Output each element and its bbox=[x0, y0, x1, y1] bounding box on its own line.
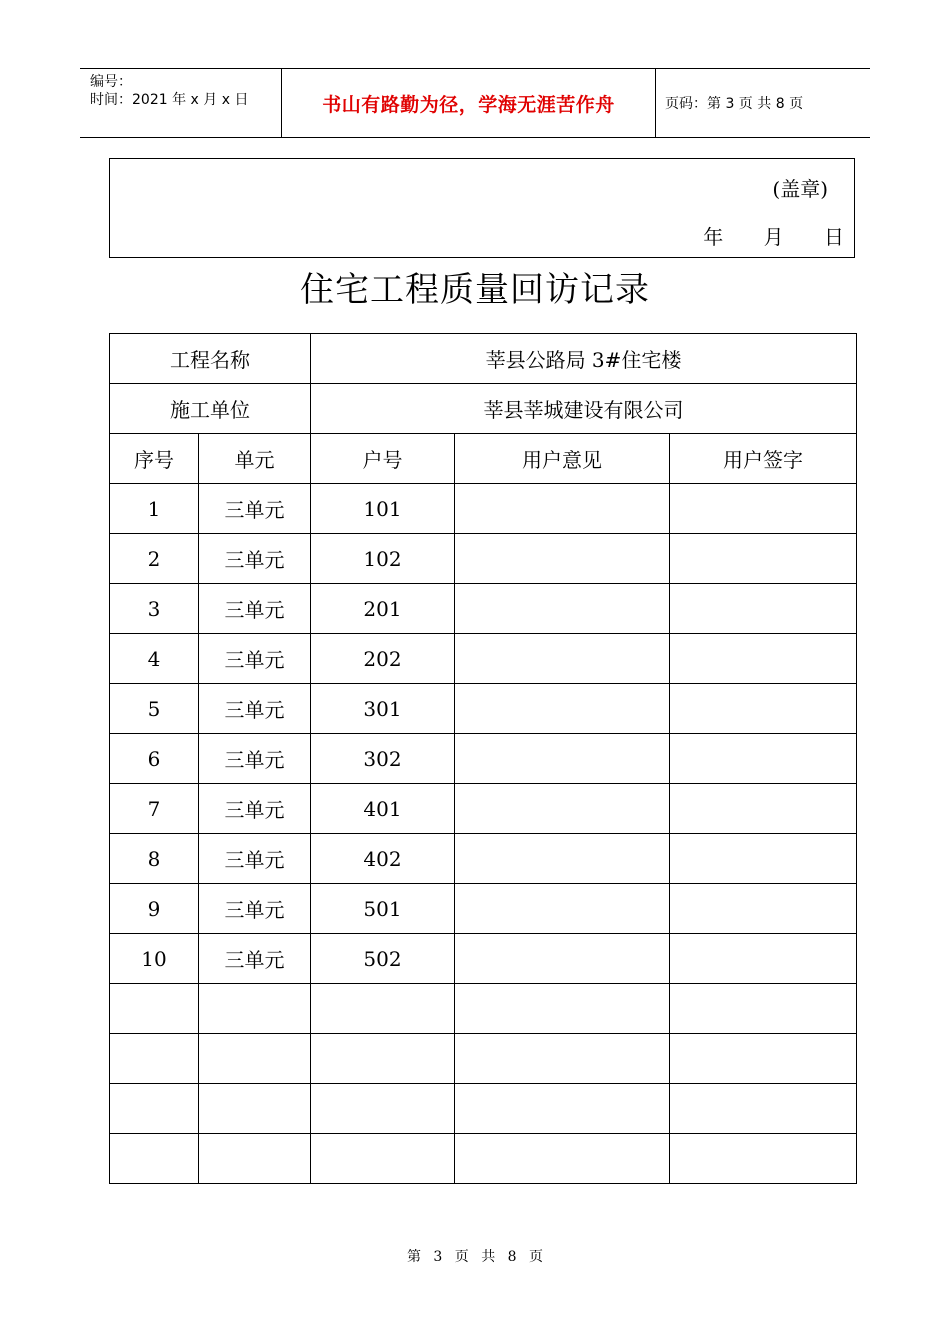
row-opinion bbox=[455, 834, 670, 884]
header-index: 序号 bbox=[110, 434, 199, 484]
row-unit: 三单元 bbox=[199, 784, 311, 834]
row-room: 202 bbox=[311, 634, 455, 684]
row-index: 5 bbox=[110, 684, 199, 734]
row-opinion bbox=[455, 584, 670, 634]
row-room bbox=[311, 1134, 455, 1184]
row-room: 102 bbox=[311, 534, 455, 584]
row-unit bbox=[199, 1134, 311, 1184]
month-label: 月 bbox=[763, 225, 784, 249]
row-room bbox=[311, 984, 455, 1034]
table-row bbox=[110, 534, 857, 584]
row-index: 10 bbox=[110, 934, 199, 984]
row-unit bbox=[199, 1034, 311, 1084]
row-signature bbox=[670, 584, 857, 634]
header-signature: 用户签字 bbox=[670, 434, 857, 484]
visit-record-table bbox=[109, 333, 857, 1184]
table-row bbox=[110, 934, 857, 984]
page-header bbox=[80, 68, 870, 138]
row-opinion bbox=[455, 934, 670, 984]
row-room: 201 bbox=[311, 584, 455, 634]
table-row bbox=[110, 734, 857, 784]
header-opinion: 用户意见 bbox=[455, 434, 670, 484]
row-room: 301 bbox=[311, 684, 455, 734]
document-title: 住宅工程质量回访记录 bbox=[300, 270, 650, 310]
time-label: 时间：2021 年 x 月 x 日 bbox=[90, 92, 249, 108]
row-index: 1 bbox=[110, 484, 199, 534]
row-opinion bbox=[455, 484, 670, 534]
row-unit: 三单元 bbox=[199, 484, 311, 534]
row-unit: 三单元 bbox=[199, 534, 311, 584]
row-opinion bbox=[455, 1034, 670, 1084]
row-unit: 三单元 bbox=[199, 684, 311, 734]
stamp-box bbox=[109, 158, 855, 258]
row-index: 9 bbox=[110, 884, 199, 934]
row-index bbox=[110, 1034, 199, 1084]
row-index: 4 bbox=[110, 634, 199, 684]
row-opinion bbox=[455, 784, 670, 834]
row-opinion bbox=[455, 734, 670, 784]
table-row bbox=[110, 584, 857, 634]
row-index: 2 bbox=[110, 534, 199, 584]
table-row bbox=[110, 884, 857, 934]
row-signature bbox=[670, 534, 857, 584]
table-row bbox=[110, 684, 857, 734]
row-signature bbox=[670, 1034, 857, 1084]
row-unit: 三单元 bbox=[199, 634, 311, 684]
header-page-info: 页码：第 3 页 共 8 页 bbox=[665, 96, 804, 112]
table-row bbox=[110, 984, 857, 1034]
row-opinion bbox=[455, 884, 670, 934]
row-room: 402 bbox=[311, 834, 455, 884]
seal-label: (盖章) bbox=[772, 177, 828, 201]
footer-di: 第 bbox=[406, 1249, 421, 1265]
page-footer bbox=[0, 1246, 950, 1266]
row-unit: 三单元 bbox=[199, 934, 311, 984]
row-index bbox=[110, 1134, 199, 1184]
builder-value: 莘县莘城建设有限公司 bbox=[311, 384, 857, 434]
row-opinion bbox=[455, 684, 670, 734]
row-index: 8 bbox=[110, 834, 199, 884]
footer-ye2: 页 bbox=[529, 1249, 544, 1265]
table-row bbox=[110, 834, 857, 884]
table-row bbox=[110, 634, 857, 684]
row-signature bbox=[670, 784, 857, 834]
table-row bbox=[110, 1034, 857, 1084]
day-label: 日 bbox=[824, 225, 844, 249]
builder-label: 施工单位 bbox=[110, 384, 311, 434]
row-room: 302 bbox=[311, 734, 455, 784]
row-signature bbox=[670, 684, 857, 734]
number-label: 编号： bbox=[90, 74, 132, 90]
table-row bbox=[110, 784, 857, 834]
row-signature bbox=[670, 1084, 857, 1134]
row-signature bbox=[670, 484, 857, 534]
row-index: 7 bbox=[110, 784, 199, 834]
table-row bbox=[110, 1134, 857, 1184]
row-room bbox=[311, 1034, 455, 1084]
row-signature bbox=[670, 934, 857, 984]
footer-total-pages: 8 bbox=[507, 1249, 517, 1265]
row-signature bbox=[670, 734, 857, 784]
row-unit: 三单元 bbox=[199, 734, 311, 784]
row-unit: 三单元 bbox=[199, 884, 311, 934]
row-opinion bbox=[455, 984, 670, 1034]
row-room bbox=[311, 1084, 455, 1134]
row-index: 6 bbox=[110, 734, 199, 784]
row-opinion bbox=[455, 1084, 670, 1134]
row-unit: 三单元 bbox=[199, 584, 311, 634]
row-unit bbox=[199, 984, 311, 1034]
row-signature bbox=[670, 984, 857, 1034]
footer-gong: 共 bbox=[481, 1249, 496, 1265]
table-header-row bbox=[110, 434, 857, 484]
row-room: 401 bbox=[311, 784, 455, 834]
header-unit: 单元 bbox=[199, 434, 311, 484]
year-label: 年 bbox=[703, 225, 724, 249]
row-signature bbox=[670, 1134, 857, 1184]
row-index bbox=[110, 1084, 199, 1134]
project-row bbox=[110, 334, 857, 384]
footer-ye: 页 bbox=[454, 1249, 469, 1265]
row-index bbox=[110, 984, 199, 1034]
header-meta bbox=[80, 69, 280, 137]
row-signature bbox=[670, 884, 857, 934]
row-index: 3 bbox=[110, 584, 199, 634]
row-unit bbox=[199, 1084, 311, 1134]
table-row bbox=[110, 484, 857, 534]
header-room: 户号 bbox=[311, 434, 455, 484]
table-row bbox=[110, 1084, 857, 1134]
row-opinion bbox=[455, 534, 670, 584]
stamp-date bbox=[669, 221, 844, 250]
footer-page-number: 3 bbox=[433, 1249, 443, 1265]
row-room: 502 bbox=[311, 934, 455, 984]
project-value: 莘县公路局 3#住宅楼 bbox=[311, 334, 857, 384]
row-room: 501 bbox=[311, 884, 455, 934]
row-opinion bbox=[455, 1134, 670, 1184]
motto: 书山有路勤为径，学海无涯苦作舟 bbox=[281, 69, 656, 137]
row-signature bbox=[670, 634, 857, 684]
builder-row bbox=[110, 384, 857, 434]
project-label: 工程名称 bbox=[110, 334, 311, 384]
row-opinion bbox=[455, 634, 670, 684]
row-room: 101 bbox=[311, 484, 455, 534]
row-unit: 三单元 bbox=[199, 834, 311, 884]
row-signature bbox=[670, 834, 857, 884]
